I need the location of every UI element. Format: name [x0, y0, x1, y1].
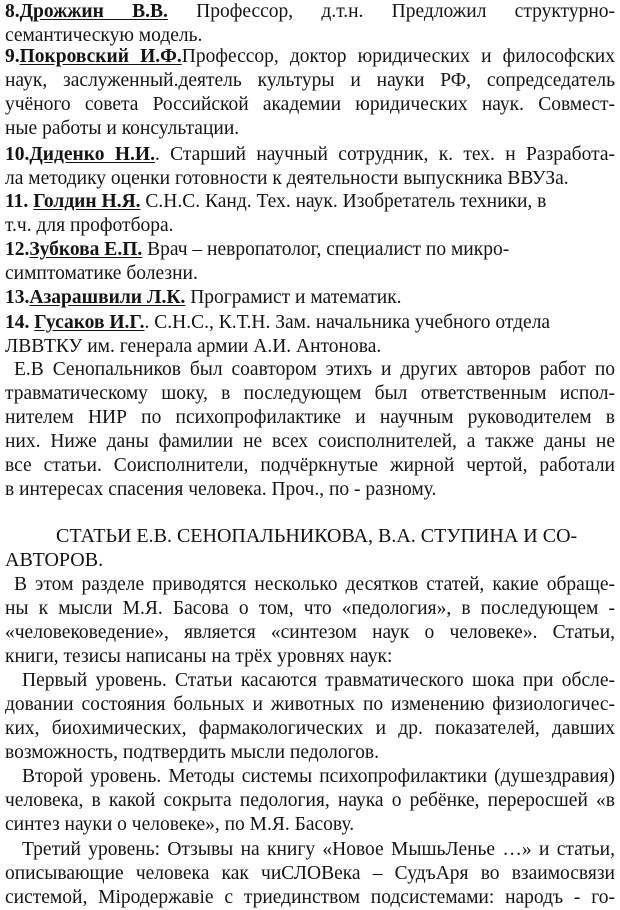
paragraph-line: книги, тезисы написаны на трёх уровнях наук:	[5, 646, 393, 667]
author-entry-8	[5, 0, 615, 24]
entry-text-line: учёного совета Российской академии юридических наук. Совмест-	[5, 94, 615, 115]
author-name: Голдин Н.Я.	[33, 191, 141, 212]
author-entry-10: 10.Диденко Н.И.. Старший научный сотрудник, к. тех. н Разработа-	[5, 144, 615, 165]
entry-number: 9.	[5, 46, 20, 67]
author-entry-11	[5, 190, 615, 214]
intro-line: травматическому шоку, в последующем был ответственным испол-	[5, 383, 615, 404]
entry-text: Програмист и математик.	[190, 287, 402, 308]
entry-text: Старший научный сотрудник, к. тех. н Разработа-	[170, 144, 615, 165]
paragraph-line: ны к мысли М.Я. Басова о том, что «педология», в последующем -	[5, 598, 615, 619]
section-heading: СТАТЬИ Е.В. СЕНОПАЛЬНИКОВА, В.А. СТУПИНА И СО-	[56, 525, 578, 547]
author-name: Дрожжин В.В.	[19, 1, 168, 22]
paragraph-line: человека, в какой сокрыта педология, наука о ребёнке, переросшей «в	[5, 790, 615, 811]
entry-text-line: наук, заслуженный.деятель культуры и науки РФ, сопредседатель	[5, 70, 615, 91]
entry-number: 8.	[5, 1, 20, 22]
author-entry-12	[5, 238, 615, 262]
entry-text-line: ла методику оценки готовности к деятельности выпускника ВВУЗа.	[5, 168, 569, 189]
intro-line: все статьи. Соисполнители, подчёркнутые жирной чертой, работали	[5, 455, 615, 476]
paragraph-line: В этом разделе приводятся несколько десятков статей, какие обраще-	[14, 574, 615, 595]
entry-text: Профессор, д.т.н. Предложил структурно-	[196, 1, 615, 22]
entry-text: Врач – невропатолог, специалист по микро-	[147, 239, 510, 260]
entry-text-line: ЛВВТКУ им. генерала армии А.И. Антонова.	[5, 336, 382, 357]
author-entry-13	[5, 286, 615, 310]
paragraph-line: довании состояния больных и животных по изменению физиологичес-	[5, 694, 615, 715]
paragraph-line: системой, Міродержавіе с триединством подсистемами: народъ - го-	[5, 887, 615, 908]
entry-text: С.Н.С., К.Т.Н. Зам. начальника учебного отдела	[154, 312, 551, 333]
intro-line: них. Ниже даны фамилии не всех соисполнителей, а также даны не	[5, 431, 615, 452]
paragraph-line: возможность, подтвердить мысли педологов.	[5, 742, 379, 763]
author-name: Покровский И.Ф.	[19, 46, 182, 67]
intro-line: в интересах спасения человека. Проч., по - разному.	[5, 479, 437, 500]
paragraph-line: описывающие человека как чиСЛОВека – СудъАря во взаимосвязи	[5, 863, 615, 884]
paragraph-line: «человековедение», является «синтезом наук о человеке». Статьи,	[5, 622, 615, 643]
entry-text-line: ные работы и консультации.	[5, 118, 240, 139]
section-heading: АВТОРОВ.	[5, 549, 104, 571]
author-name: Азарашвили Л.К.	[29, 287, 186, 308]
paragraph-line: синтез науки о человеке», по М.Я. Басову.	[5, 814, 355, 835]
entry-number: 10.	[5, 144, 30, 165]
intro-line: нителем НИР по психопрофилактике и научным руководителем в	[5, 407, 615, 428]
entry-text-line: симптоматике болезни.	[5, 263, 198, 284]
entry-text: С.Н.С. Канд. Тех. наук. Изобретатель техники, в	[145, 191, 547, 212]
entry-number: 13.	[5, 287, 30, 308]
paragraph-line: Первый уровень. Статьи касаются травматического шока при обсле-	[22, 670, 615, 691]
author-name: Гусаков И.Г.	[34, 312, 145, 333]
entry-text-line: семантическую модель.	[5, 25, 203, 46]
paragraph-line: Второй уровень. Методы системы психопрофилактики (душездравия)	[22, 766, 615, 787]
entry-number: 12.	[5, 239, 30, 260]
entry-number: 11.	[5, 191, 29, 212]
entry-text: Профессор, доктор юридических и философских	[181, 46, 615, 67]
author-entry-14: 14. Гусаков И.Г.. С.Н.С., К.Т.Н. Зам. начальника учебного отдела	[5, 312, 551, 333]
entry-text-line: т.ч. для профотбора.	[5, 215, 174, 236]
author-name: Диденко Н.И.	[29, 144, 155, 165]
paragraph-line: ких, биохимических, фармакологических и др. показателей, давших	[5, 718, 615, 739]
author-entry-9	[5, 45, 615, 69]
author-name: Зубкова Е.П.	[29, 239, 143, 260]
intro-line: Е.В Сенопальников был соавтором этихъ и других авторов работ по	[14, 359, 615, 380]
paragraph-line: Третий уровень: Отзывы на книгу «Новое МышьЛенье …» и статьи,	[22, 839, 615, 860]
entry-number: 14.	[5, 312, 30, 333]
